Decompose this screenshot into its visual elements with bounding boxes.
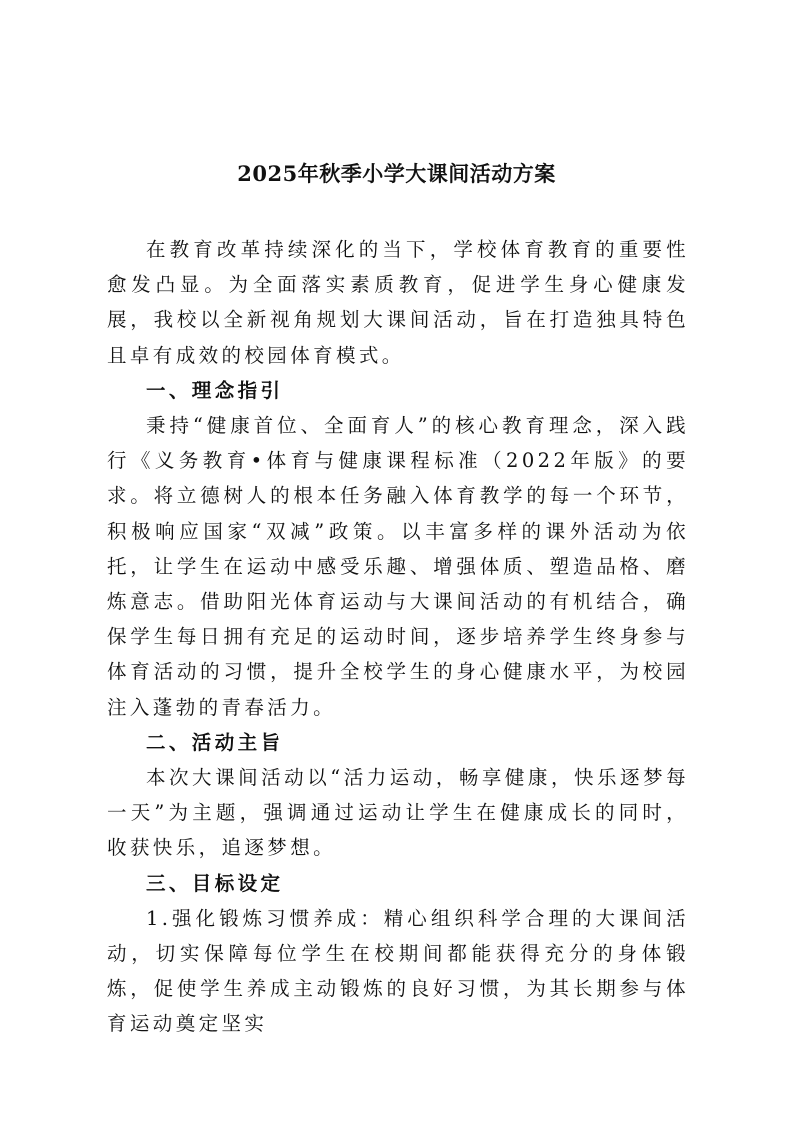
intro-paragraph: 在教育改革持续深化的当下，学校体育教育的重要性愈发凸显。为全面落实素质教育，促进学生身心健康发展，我校以全新视角规划大课间活动，旨在打造独具特色且卓有成效的校园体育模式。 (107, 238, 689, 367)
theme-paragraph: 本次大课间活动以“活力运动，畅享健康，快乐逐梦每一天”为主题，强调通过运动让学生在健康成长的同时，收获快乐，追逐梦想。 (107, 766, 689, 860)
section-heading-philosophy: 一、理念指引 (146, 378, 284, 402)
document-title: 2025年秋季小学大课间活动方案 (237, 161, 556, 186)
philosophy-paragraph: 秉持“健康首位、全面育人”的核心教育理念，深入践行《义务教育•体育与健康课程标准（2022年版》的要求。将立德树人的根本任务融入体育教学的每一个环节，积极响应国家“双减”政策。以丰富多样的课外活动为依托，让学生在运动中感受乐趣、增强体质、塑造品格、磨炼意志。借助阳光体育运动与大课间活动的有机结合，确保学生每日拥有充足的运动时间，逐步培养学生终身参与体育活动的习惯，提升全校学生的身心健康水平，为校园注入蓬勃的青春活力。 (107, 414, 689, 719)
document-body (107, 232, 689, 1042)
goal-paragraph-1: 1.强化锻炼习惯养成：精心组织科学合理的大课间活动，切实保障每位学生在校期间都能获得充分的身体锻炼，促使学生养成主动锻炼的良好习惯，为其长期参与体育运动奠定坚实 (107, 906, 689, 1036)
section-heading-theme: 二、活动主旨 (146, 730, 284, 754)
section-heading-goals: 三、目标设定 (146, 871, 284, 895)
